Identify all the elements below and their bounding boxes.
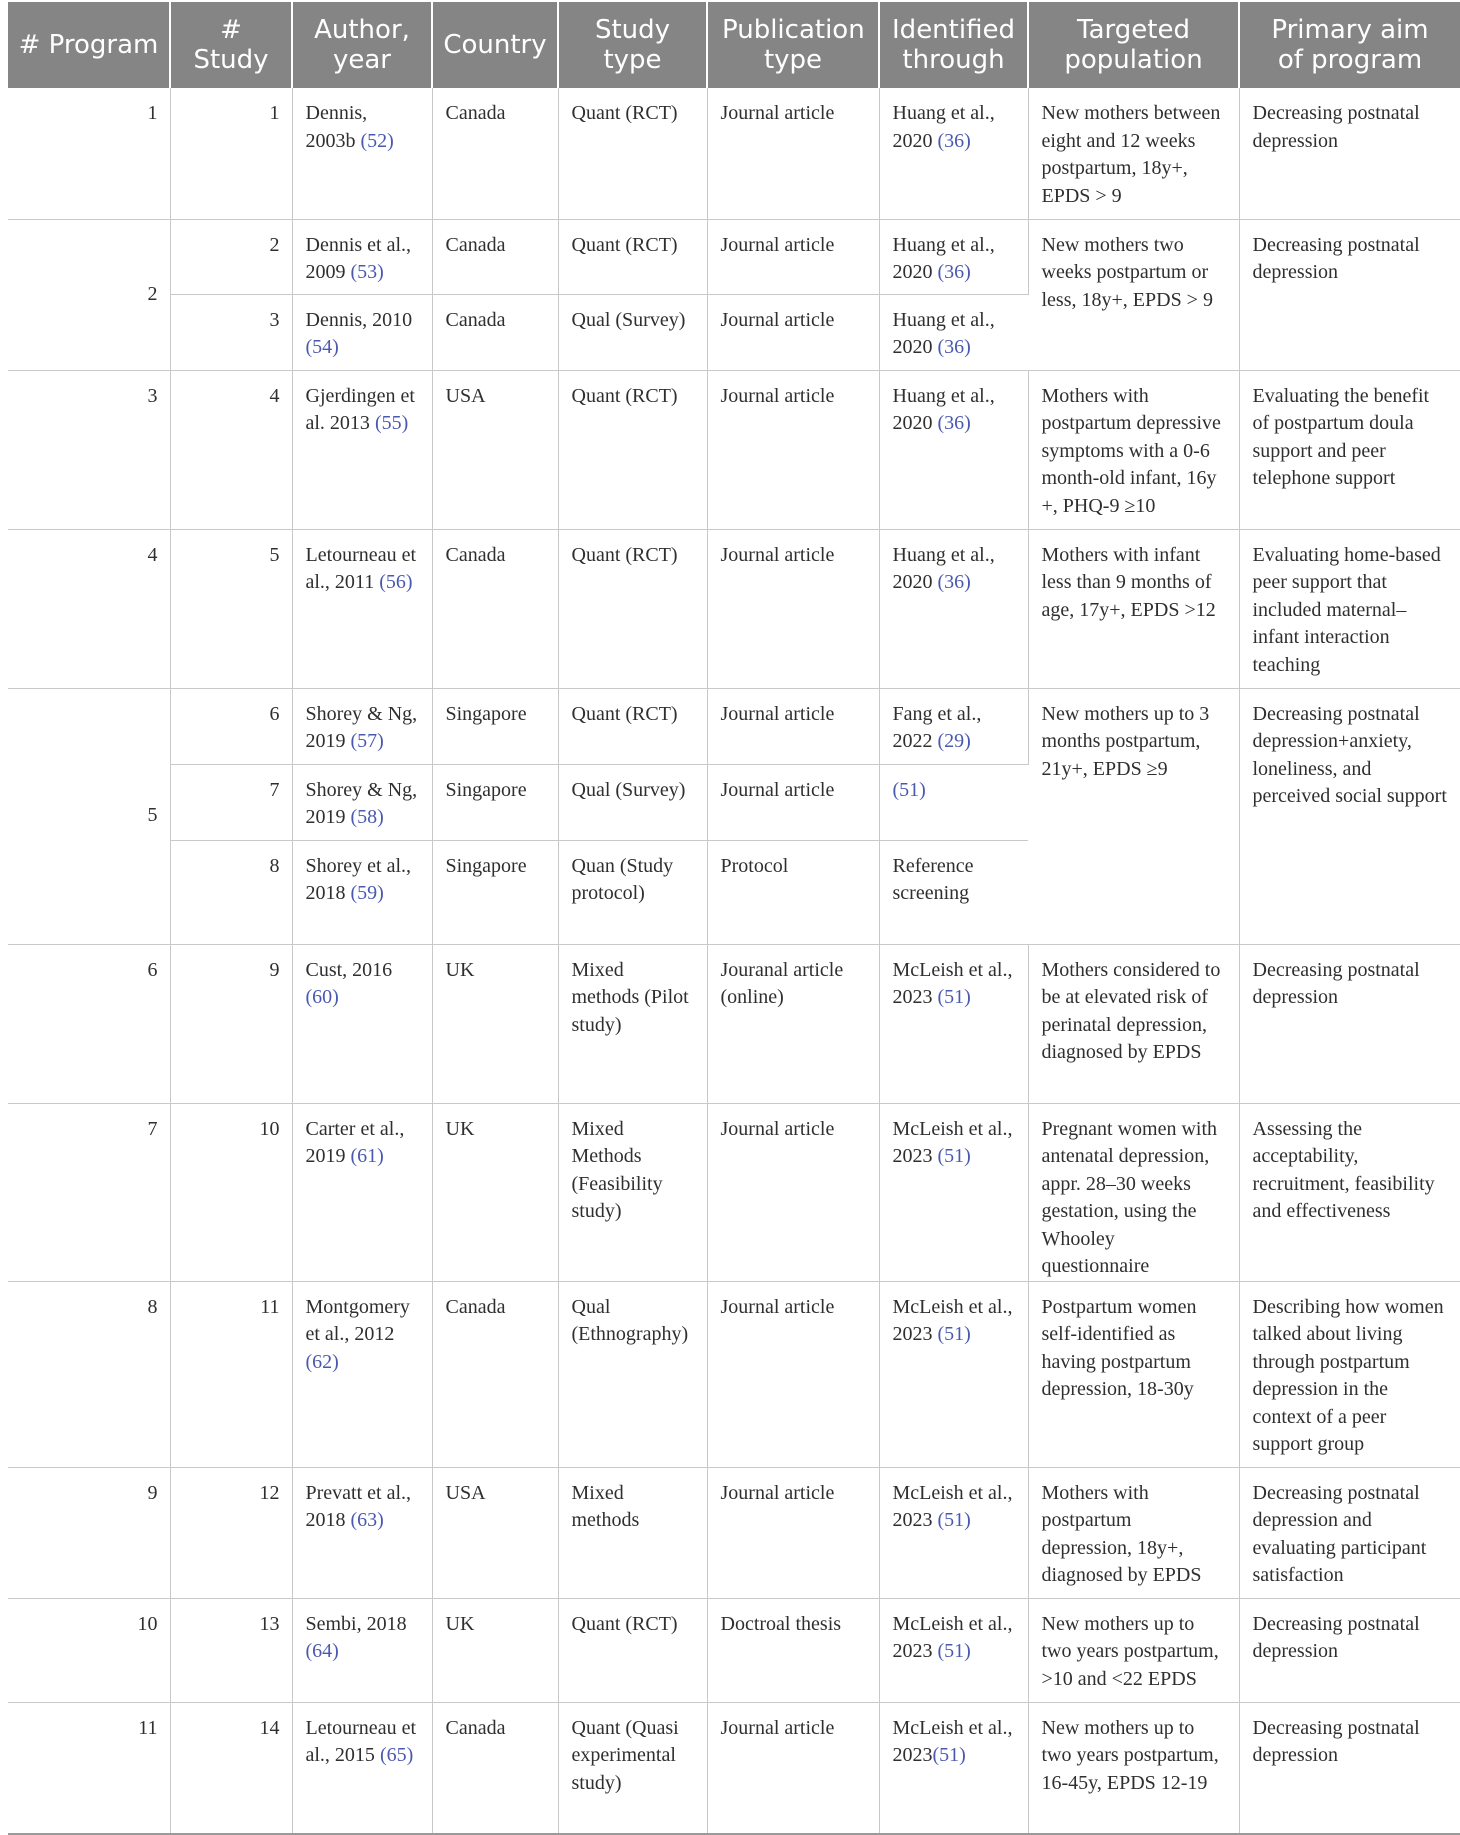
publication-type-cell: Journal article [707, 88, 879, 219]
ident-text: McLeish et al., 2023 [892, 1481, 1013, 1531]
study-cell: 1 [170, 88, 292, 219]
population-cell: Mothers considered to be at elevated risk of perinatal depression, diagnosed by EPDS [1028, 944, 1239, 1103]
author-ref-link[interactable]: (53) [350, 261, 384, 283]
author-ref-link[interactable]: (65) [379, 1744, 414, 1766]
table-row [8, 370, 1460, 529]
ident-text: McLeish et al., 2023 [892, 1612, 1013, 1662]
author-cell [292, 1598, 432, 1702]
author-ref-link[interactable]: (56) [379, 571, 413, 593]
publication-type-cell: Doctroal thesis [707, 1598, 879, 1702]
study-cell: 11 [170, 1281, 292, 1467]
identified-through-cell [879, 1103, 1028, 1281]
study-type-cell: Qual (Survey) [558, 764, 707, 840]
author-text: Dennis, 2010 [305, 308, 413, 331]
author-ref-link[interactable]: (54) [305, 336, 339, 358]
country-cell: Singapore [432, 764, 558, 840]
author-ref-link[interactable]: (61) [350, 1145, 384, 1167]
header-primary-aim: Primary aim of program [1239, 2, 1460, 88]
aim-cell: Describing how women talked about living through postpartum depression in the context of a peer support group [1239, 1281, 1460, 1467]
table-row [8, 1598, 1460, 1702]
identified-through-cell [879, 944, 1028, 1103]
ident-text: Huang et al., 2020 [892, 233, 995, 283]
ident-ref-link[interactable]: (51) [937, 1145, 971, 1167]
country-cell: UK [432, 1598, 558, 1702]
header-row [8, 2, 1460, 88]
population-cell: New mothers up to two years postpartum, >10 and <22 EPDS [1028, 1598, 1239, 1702]
program-cell: 9 [8, 1467, 170, 1598]
study-type-cell: Quant (RCT) [558, 219, 707, 294]
ident-ref-link[interactable]: (51) [937, 1323, 971, 1345]
ident-text: Fang et al., 2022 [892, 702, 982, 752]
study-cell: 4 [170, 370, 292, 529]
table-row [8, 529, 1460, 688]
author-text: Sembi, 2018 [305, 1612, 407, 1635]
aim-cell: Decreasing postnatal depression [1239, 219, 1460, 370]
author-text: Shorey & Ng, 2019 [305, 778, 418, 828]
publication-type-cell: Journal article [707, 688, 879, 764]
ident-text: McLeish et al., 2023 [892, 1117, 1013, 1167]
country-cell: UK [432, 1103, 558, 1281]
author-cell [292, 944, 432, 1103]
publication-type-cell: Journal article [707, 1702, 879, 1834]
study-cell: 12 [170, 1467, 292, 1598]
author-ref-link[interactable]: (62) [305, 1350, 339, 1373]
study-type-cell: Qual (Ethnography) [558, 1281, 707, 1467]
country-cell: Canada [432, 219, 558, 294]
population-cell: New mothers between eight and 12 weeks postpartum, 18y+, EPDS > 9 [1028, 88, 1239, 219]
author-text: Carter et al., 2019 [305, 1117, 405, 1167]
header-country: Country [432, 2, 558, 88]
author-ref-link[interactable]: (58) [350, 806, 384, 828]
country-cell: UK [432, 944, 558, 1103]
study-cell: 13 [170, 1598, 292, 1702]
study-type-cell: Quan (Study protocol) [558, 840, 707, 944]
country-cell: Canada [432, 1702, 558, 1834]
author-cell [292, 529, 432, 688]
country-cell: Canada [432, 529, 558, 688]
aim-cell: Decreasing postnatal depression and evaluating participant satisfaction [1239, 1467, 1460, 1598]
country-cell: USA [432, 370, 558, 529]
ident-ref-link[interactable]: (36) [937, 129, 971, 152]
header-program: # Program [8, 2, 170, 88]
ident-text: McLeish et al., 2023 [892, 1716, 1013, 1766]
author-ref-link[interactable]: (60) [305, 986, 339, 1008]
author-text: Letourneau et al., 2015 [305, 1716, 416, 1766]
header-study-type: Study type [558, 2, 707, 88]
header-identified-through: Identified through [879, 2, 1028, 88]
author-cell [292, 88, 432, 219]
identified-through-cell [879, 1702, 1028, 1834]
study-type-cell: Mixed methods (Pilot study) [558, 944, 707, 1103]
study-cell: 6 [170, 688, 292, 764]
ident-text: Huang et al., 2020 [892, 543, 995, 593]
author-cell [292, 688, 432, 764]
program-cell: 8 [8, 1281, 170, 1467]
ident-ref-link[interactable]: (36) [937, 261, 971, 283]
identified-through-cell [879, 529, 1028, 688]
header-publication-type: Publication type [707, 2, 879, 88]
program-cell: 5 [8, 688, 170, 944]
population-cell: Mothers with postpartum depression, 18y+, diagnosed by EPDS [1028, 1467, 1239, 1598]
table-row [8, 1467, 1460, 1598]
publication-type-cell: Journal article [707, 1103, 879, 1281]
identified-through-cell [879, 370, 1028, 529]
author-text: Montgomery et al., 2012 [305, 1295, 410, 1345]
country-cell: Canada [432, 1281, 558, 1467]
ident-ref-link[interactable]: (36) [937, 412, 971, 434]
ident-text: Huang et al., 2020 [892, 308, 995, 358]
population-cell: Pregnant women with antenatal depression, appr. 28–30 weeks gestation, using the Whooley questionnaire [1028, 1103, 1239, 1281]
ident-ref-link[interactable]: (29) [937, 730, 971, 752]
table-container [8, 2, 1460, 1820]
author-ref-link[interactable]: (52) [360, 129, 394, 152]
program-cell: 4 [8, 529, 170, 688]
study-cell: 3 [170, 294, 292, 370]
table-row [8, 219, 1460, 294]
ident-ref-link[interactable]: (51) [937, 1509, 971, 1531]
table-row [8, 1702, 1460, 1834]
author-text: Prevatt et al., 2018 [305, 1481, 412, 1531]
author-cell [292, 840, 432, 944]
author-ref-link[interactable]: (57) [350, 730, 384, 752]
author-cell [292, 370, 432, 529]
study-type-cell: Qual (Survey) [558, 294, 707, 370]
aim-cell: Evaluating home-based peer support that included maternal–infant interaction teaching [1239, 529, 1460, 688]
study-type-cell: Mixed Methods (Feasibility study) [558, 1103, 707, 1281]
country-cell: USA [432, 1467, 558, 1598]
identified-through-cell [879, 294, 1028, 370]
country-cell: Singapore [432, 840, 558, 944]
study-type-cell: Mixed methods [558, 1467, 707, 1598]
program-cell: 10 [8, 1598, 170, 1702]
population-cell: Mothers with postpartum depressive symptoms with a 0-6 month-old infant, 16y +, PHQ-9 ≥10 [1028, 370, 1239, 529]
publication-type-cell: Journal article [707, 529, 879, 688]
table-row [8, 944, 1460, 1103]
ident-text: McLeish et al., 2023 [892, 958, 1013, 1008]
study-cell: 5 [170, 529, 292, 688]
table-row [8, 1103, 1460, 1281]
author-text: Shorey et al., 2018 [305, 854, 412, 904]
identified-through-cell: Reference screening [879, 840, 1028, 944]
ident-ref-link[interactable]: (36) [937, 571, 971, 593]
author-cell [292, 1281, 432, 1467]
study-type-cell: Quant (RCT) [558, 688, 707, 764]
publication-type-cell: Journal article [707, 1467, 879, 1598]
table-row [8, 1281, 1460, 1467]
study-type-cell: Quant (RCT) [558, 88, 707, 219]
author-cell [292, 1702, 432, 1834]
program-cell: 7 [8, 1103, 170, 1281]
publication-type-cell: Journal article [707, 219, 879, 294]
study-cell: 2 [170, 219, 292, 294]
publication-type-cell: Journal article [707, 294, 879, 370]
ident-text: Huang et al., 2020 [892, 102, 995, 152]
aim-cell: Assessing the acceptability, recruitment, feasibility and effectiveness [1239, 1103, 1460, 1281]
study-cell: 14 [170, 1702, 292, 1834]
author-ref-link[interactable]: (64) [305, 1640, 339, 1662]
publication-type-cell: Journal article [707, 764, 879, 840]
author-text: Letourneau et al., 2011 [305, 543, 416, 593]
publication-type-cell: Journal article [707, 370, 879, 529]
study-cell: 10 [170, 1103, 292, 1281]
study-type-cell: Quant (RCT) [558, 529, 707, 688]
program-cell: 2 [8, 219, 170, 370]
author-cell [292, 294, 432, 370]
header-targeted-population: Targeted population [1028, 2, 1239, 88]
population-cell: New mothers two weeks postpartum or less, 18y+, EPDS > 9 [1028, 219, 1239, 370]
publication-type-cell: Jouranal article (online) [707, 944, 879, 1103]
identified-through-cell [879, 219, 1028, 294]
identified-through-cell [879, 764, 1028, 840]
table-row [8, 88, 1460, 219]
population-cell: New mothers up to 3 months postpartum, 21y+, EPDS ≥9 [1028, 688, 1239, 944]
aim-cell: Evaluating the benefit of postpartum doula support and peer telephone support [1239, 370, 1460, 529]
study-cell: 9 [170, 944, 292, 1103]
author-cell [292, 219, 432, 294]
publication-type-cell: Protocol [707, 840, 879, 944]
program-cell: 6 [8, 944, 170, 1103]
author-text: Dennis et al., 2009 [305, 233, 412, 283]
ident-text: Huang et al., 2020 [892, 384, 995, 434]
ident-ref-link[interactable]: (51) [937, 1640, 971, 1662]
ident-ref-link[interactable]: (51) [892, 778, 926, 801]
author-cell [292, 1103, 432, 1281]
country-cell: Canada [432, 88, 558, 219]
identified-through-cell [879, 1598, 1028, 1702]
program-cell: 11 [8, 1702, 170, 1834]
author-ref-link[interactable]: (55) [374, 412, 409, 434]
study-type-cell: Quant (Quasi experimental study) [558, 1702, 707, 1834]
author-cell [292, 764, 432, 840]
study-type-cell: Quant (RCT) [558, 1598, 707, 1702]
aim-cell: Decreasing postnatal depression [1239, 944, 1460, 1103]
study-cell: 7 [170, 764, 292, 840]
author-text: Cust, 2016 [305, 958, 393, 981]
ident-ref-link[interactable]: (51) [937, 986, 971, 1008]
identified-through-cell [879, 1281, 1028, 1467]
table-row [8, 688, 1460, 764]
population-cell: Mothers with infant less than 9 months of age, 17y+, EPDS >12 [1028, 529, 1239, 688]
ident-ref-link[interactable]: (51) [932, 1744, 966, 1766]
aim-cell: Decreasing postnatal depression+anxiety, loneliness, and perceived social support [1239, 688, 1460, 944]
country-cell: Singapore [432, 688, 558, 764]
author-text: Dennis, 2003b [305, 102, 368, 152]
population-cell: Postpartum women self-identified as having postpartum depression, 18-30y [1028, 1281, 1239, 1467]
program-cell: 3 [8, 370, 170, 529]
study-type-cell: Quant (RCT) [558, 370, 707, 529]
ident-text: McLeish et al., 2023 [892, 1295, 1013, 1345]
studies-table [8, 2, 1460, 1835]
header-study: # Study [170, 2, 292, 88]
author-ref-link[interactable]: (59) [350, 882, 384, 904]
aim-cell: Decreasing postnatal depression [1239, 88, 1460, 219]
ident-ref-link[interactable]: (36) [937, 336, 971, 358]
identified-through-cell [879, 1467, 1028, 1598]
author-text: Gjerdingen et al. 2013 [305, 384, 415, 434]
author-ref-link[interactable]: (63) [350, 1509, 384, 1531]
aim-cell: Decreasing postnatal depression [1239, 1702, 1460, 1834]
author-cell [292, 1467, 432, 1598]
population-cell: New mothers up to two years postpartum, 16-45y, EPDS 12-19 [1028, 1702, 1239, 1834]
identified-through-cell [879, 88, 1028, 219]
aim-cell: Decreasing postnatal depression [1239, 1598, 1460, 1702]
author-text: Shorey & Ng, 2019 [305, 702, 418, 752]
study-cell: 8 [170, 840, 292, 944]
program-cell: 1 [8, 88, 170, 219]
identified-through-cell [879, 688, 1028, 764]
publication-type-cell: Journal article [707, 1281, 879, 1467]
header-author-year: Author, year [292, 2, 432, 88]
country-cell: Canada [432, 294, 558, 370]
